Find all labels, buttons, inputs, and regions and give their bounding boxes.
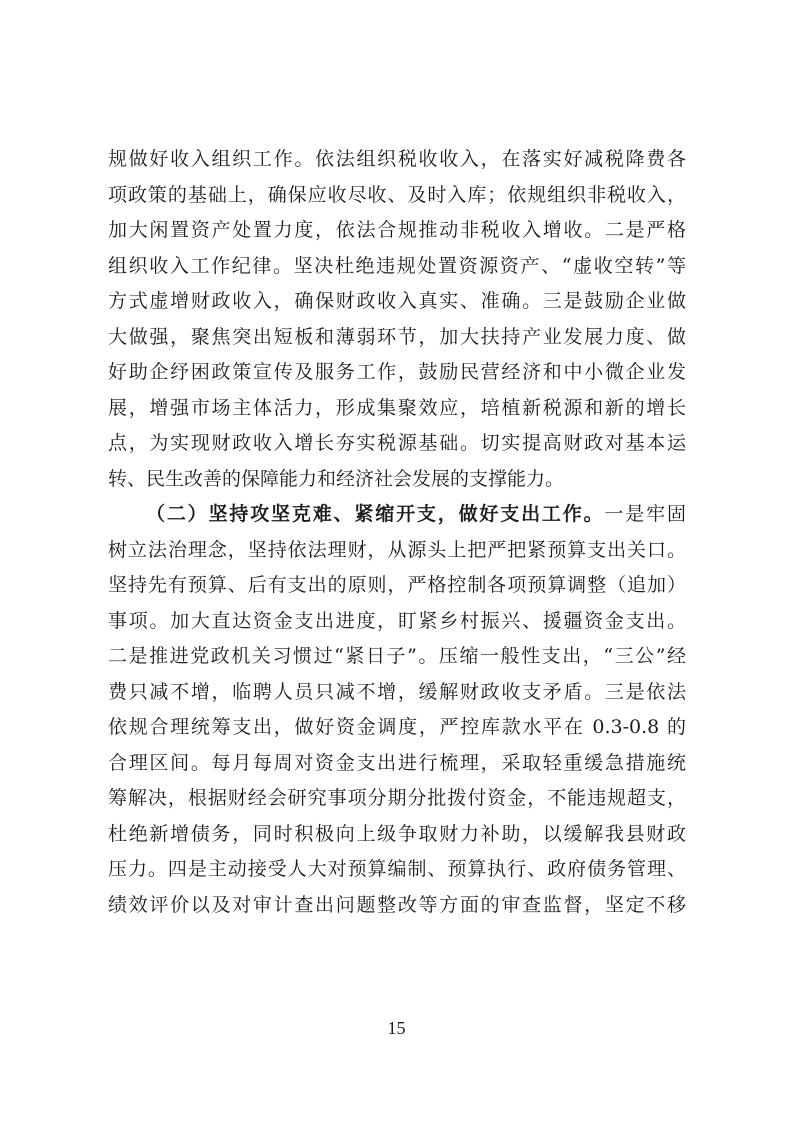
paragraph-line: 加大闲置资产处置力度，依法合规推动非税收入增收。二是严格 — [108, 219, 686, 241]
paragraph-line: 压力。四是主动接受人大对预算编制、预算执行、政府债务管理、 — [108, 858, 686, 880]
paragraph-line: 筹解决，根据财经会研究事项分期分批拨付资金，不能违规超支， — [108, 787, 686, 809]
paragraph-line: 规做好收入组织工作。依法组织税收收入，在落实好减税降费各 — [108, 148, 686, 170]
paragraph-line: 费只减不增，临聘人员只减不增，缓解财政收支矛盾。三是依法 — [108, 680, 686, 703]
paragraph-line: 绩效评价以及对审计查出问题整改等方面的审查监督，坚定不移 — [108, 893, 686, 916]
section-heading-line — [108, 497, 686, 533]
paragraph-line: 事项。加大直达资金支出进度，盯紧乡村振兴、援疆资金支出。 — [108, 609, 686, 632]
paragraph-line: 树立法治理念，坚持依法理财，从源头上把严把紧预算支出关口。 — [108, 538, 686, 561]
paragraph-line: 项政策的基础上，确保应收尽收、及时入库；依规组织非税收入， — [108, 183, 686, 206]
body-text — [108, 142, 686, 923]
paragraph-line: 大做强，聚焦突出短板和薄弱环节，加大扶持产业发展力度、做 — [108, 325, 686, 348]
section-heading: （二）坚持攻坚克难、紧缩开支，做好支出工作。 — [146, 503, 605, 525]
paragraph-line: 二是推进党政机关习惯过“紧日子”。压缩一般性支出，“三公”经 — [108, 645, 686, 667]
paragraph-line: 依规合理统筹支出，做好资金调度，严控库款水平在 0.3-0.8 的 — [108, 716, 686, 738]
paragraph-line: 展，增强市场主体活力，形成集聚效应，培植新税源和新的增长 — [108, 396, 686, 419]
paragraph-line: 坚持先有预算、后有支出的原则，严格控制各项预算调整（追加） — [108, 574, 686, 596]
page-number: 15 — [387, 1018, 406, 1038]
paragraph-line: 合理区间。每月每周对资金支出进行梳理，采取轻重缓急措施统 — [108, 751, 686, 774]
section-heading-rest: 一是牢固 — [604, 503, 686, 525]
paragraph-line: 组织收入工作纪律。坚决杜绝违规处置资源资产、“虚收空转”等 — [108, 254, 686, 277]
paragraph-line: 方式虚增财政收入，确保财政收入真实、准确。三是鼓励企业做 — [108, 290, 686, 312]
paragraph-line: 好助企纾困政策宣传及服务工作，鼓励民营经济和中小微企业发 — [108, 361, 686, 383]
paragraph-line: 点，为实现财政收入增长夯实税源基础。切实提高财政对基本运 — [108, 432, 686, 454]
paragraph-line: 转、民生改善的保障能力和经济社会发展的支撑能力。 — [108, 467, 565, 490]
paragraph-line: 杜绝新增债务，同时积极向上级争取财力补助，以缓解我县财政 — [108, 822, 686, 845]
